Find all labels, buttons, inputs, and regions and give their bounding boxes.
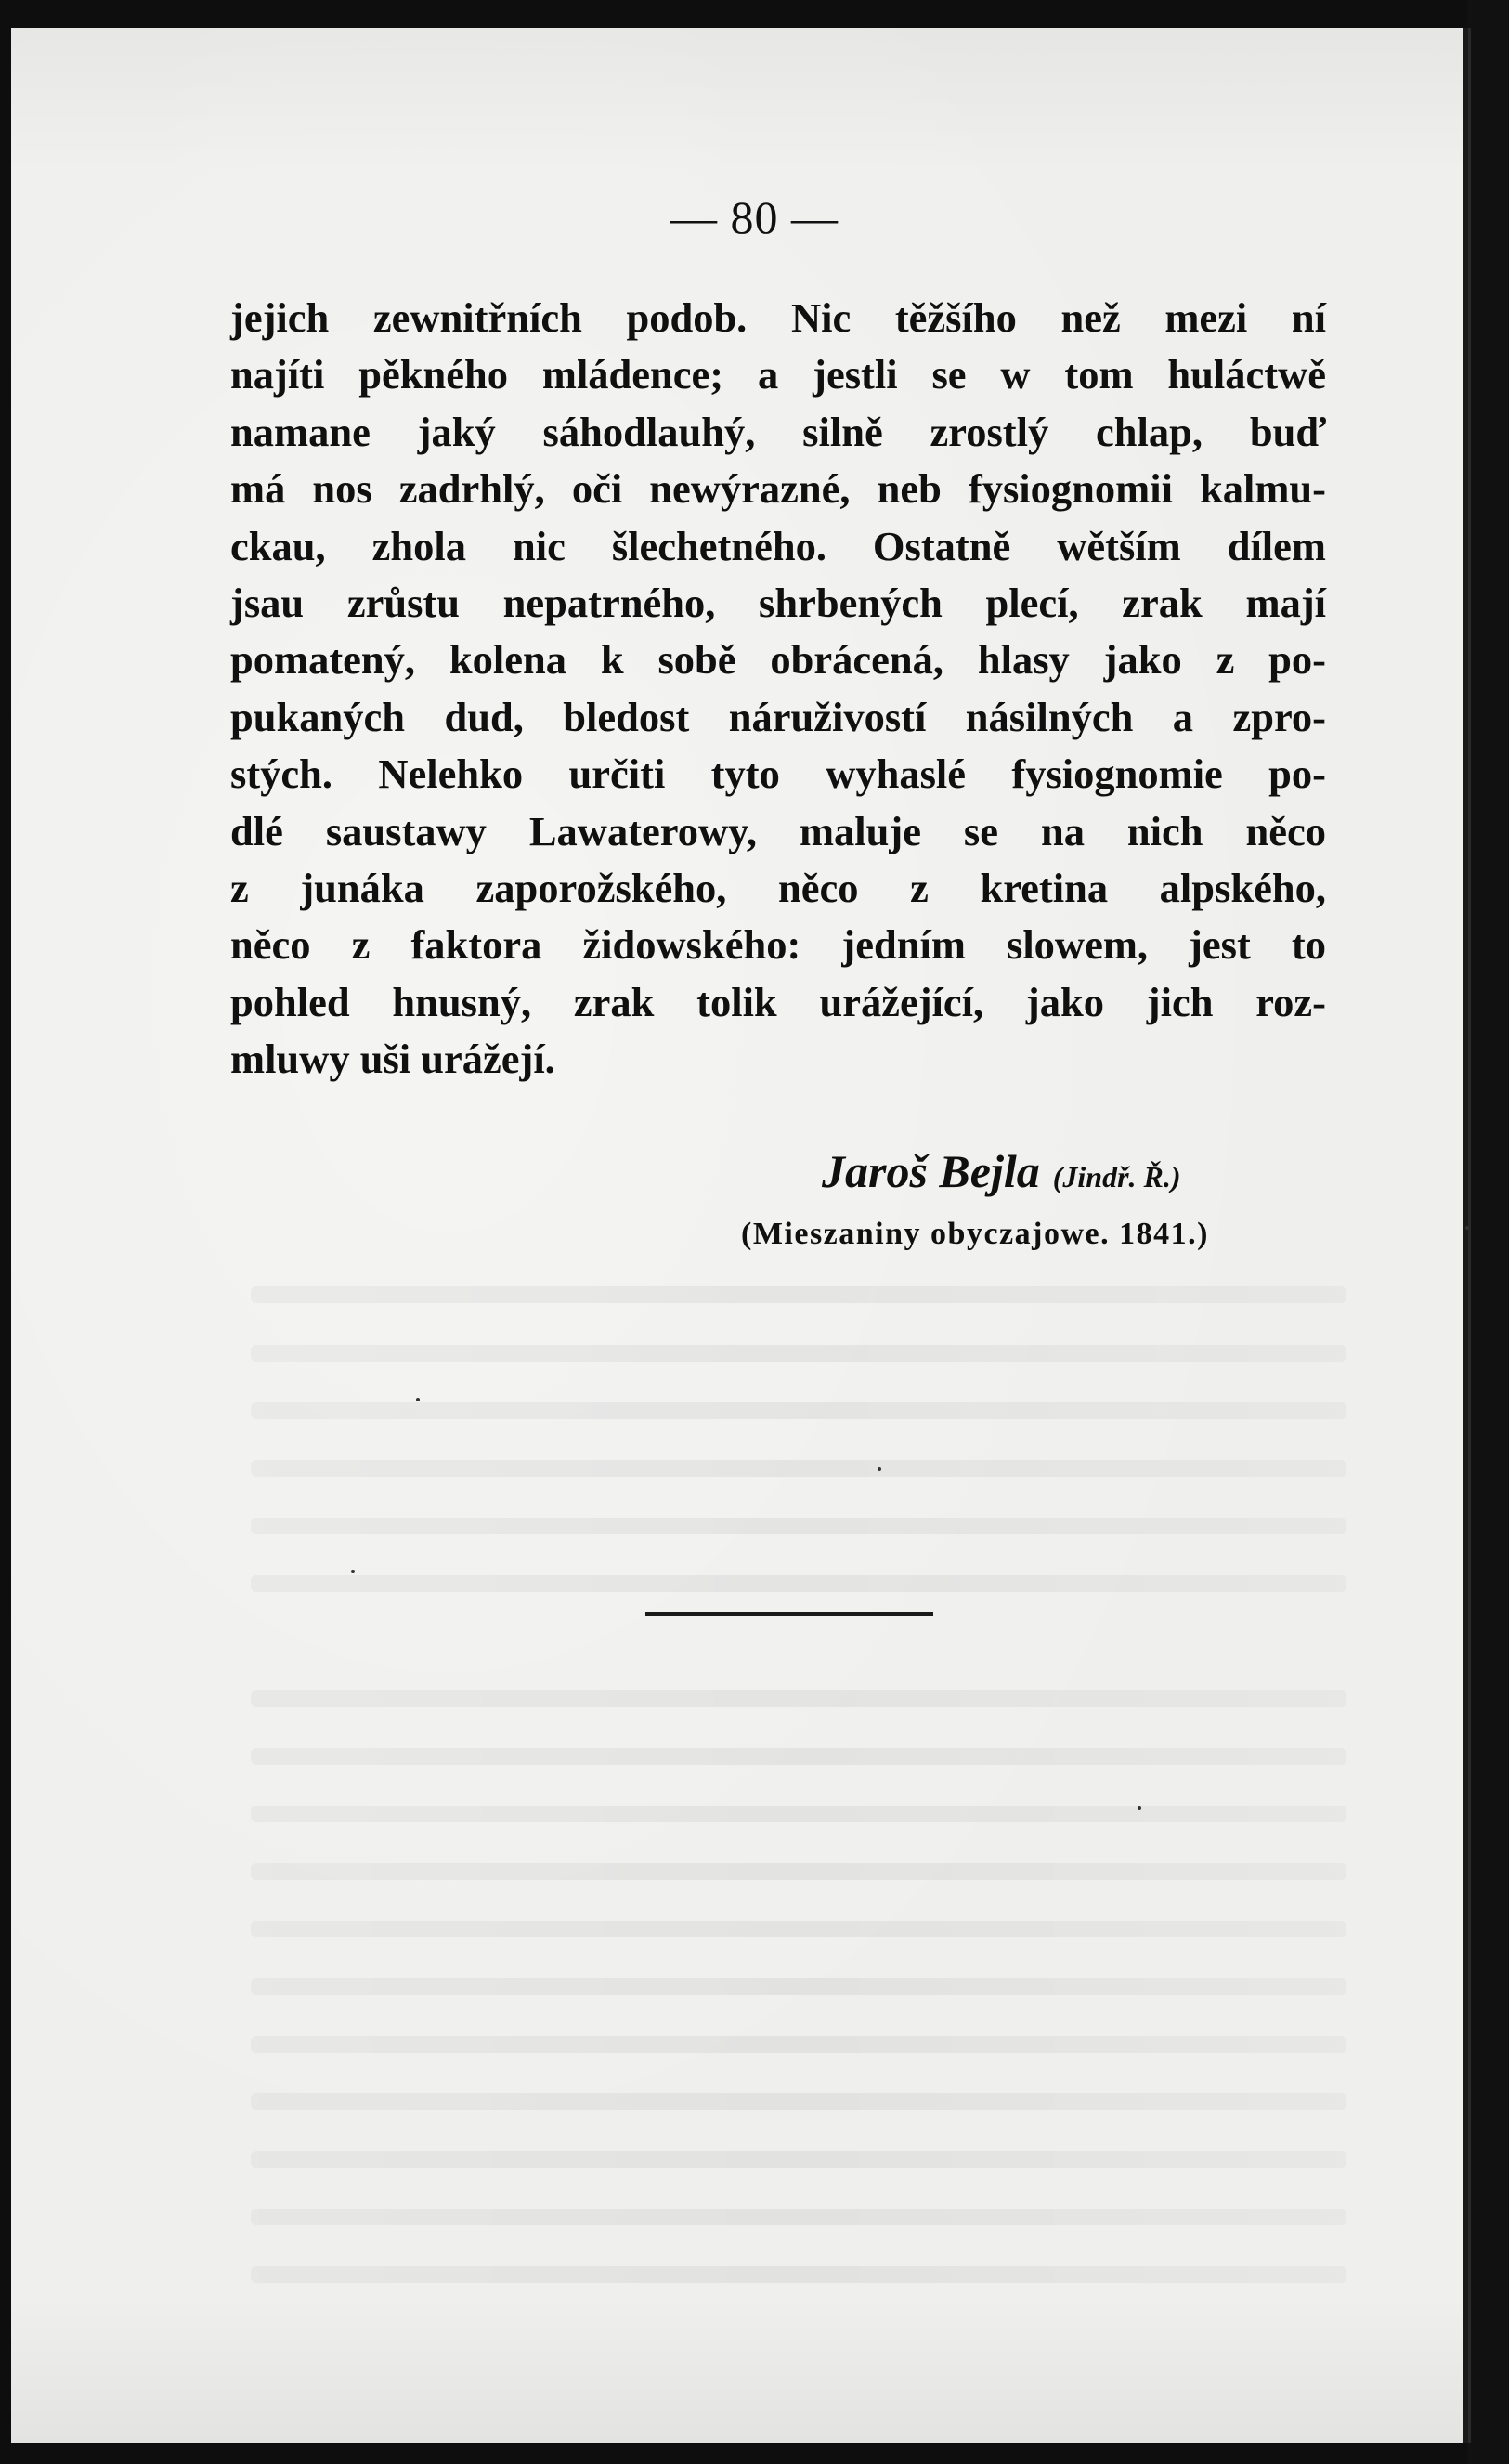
text-line: jejich zewnitřních podob. Nic těžšího než mezi ní [230,294,1326,341]
bleed-through-line [251,2266,1346,2283]
bleed-through-line [251,1575,1346,1592]
page-edge [1463,28,1468,2443]
text-line: něco z faktora židowského: jedním slowem, jest to [230,921,1326,969]
scan-speck [1465,1226,1469,1230]
bleed-through-line [251,1460,1346,1477]
bleed-through-line [251,1286,1346,1303]
bleed-through-line [251,1921,1346,1937]
section-divider [645,1612,933,1616]
author-signature [822,1144,1181,1198]
text-line: ckau, zhola nic šlechetného. Ostatně wětším dílem [230,522,1326,569]
bleed-through-line [251,1345,1346,1362]
bleed-through-line [251,1748,1346,1765]
scan-speck [878,1467,881,1471]
text-line: jsau zrůstu nepatrného, shrbených plecí, zrak mají [230,579,1326,626]
bleed-through-line [251,2151,1346,2168]
binding-shadow [1467,0,1509,2464]
bleed-through-line [251,1402,1346,1419]
scan-speck [351,1570,355,1573]
text-line: pohled hnusný, zrak tolik urážející, jako jich roz- [230,978,1326,1025]
bleed-through-line [251,1690,1346,1707]
bleed-through-line [251,2036,1346,2053]
bleed-through-line [251,1806,1346,1822]
author-note: (Jindř. Ř.) [1052,1160,1181,1193]
bleed-through-line [251,1518,1346,1534]
body-text [230,290,1326,1088]
page-number: — 80 — [670,191,839,243]
text-line: mluwy uši urážejí. [230,1036,555,1083]
text-line: má nos zadrhlý, oči newýrazné, neb fysiognomii kalmu- [230,465,1326,513]
bleed-through-line [251,2093,1346,2110]
text-line: najíti pěkného mládence; a jestli se w tom huláctwě [230,351,1326,398]
text-line: pomatený, kolena k sobě obrácená, hlasy jako z po- [230,636,1326,684]
scan-speck [416,1398,420,1401]
author-name: Jaroš Bejla [822,1145,1040,1197]
text-line: dlé saustawy Lawaterowy, maluje se na nich něco [230,807,1326,854]
bleed-through-line [251,1863,1346,1880]
text-line: namane jaký sáhodlauhý, silně zrostlý chlap, buď [230,408,1326,455]
text-line: stých. Nelehko určiti tyto wyhaslé fysiognomie po- [230,750,1326,798]
bleed-through-line [251,1978,1346,1995]
scan-speck [1138,1806,1141,1810]
text-line: pukaných dud, bledost náruživostí násilných a zpro- [230,693,1326,740]
source-citation: (Mieszaniny obyczajowe. 1841.) [741,1217,1209,1251]
bleed-through-line [251,2209,1346,2225]
text-line: z junáka zaporožského, něco z kretina alpského, [230,864,1326,911]
